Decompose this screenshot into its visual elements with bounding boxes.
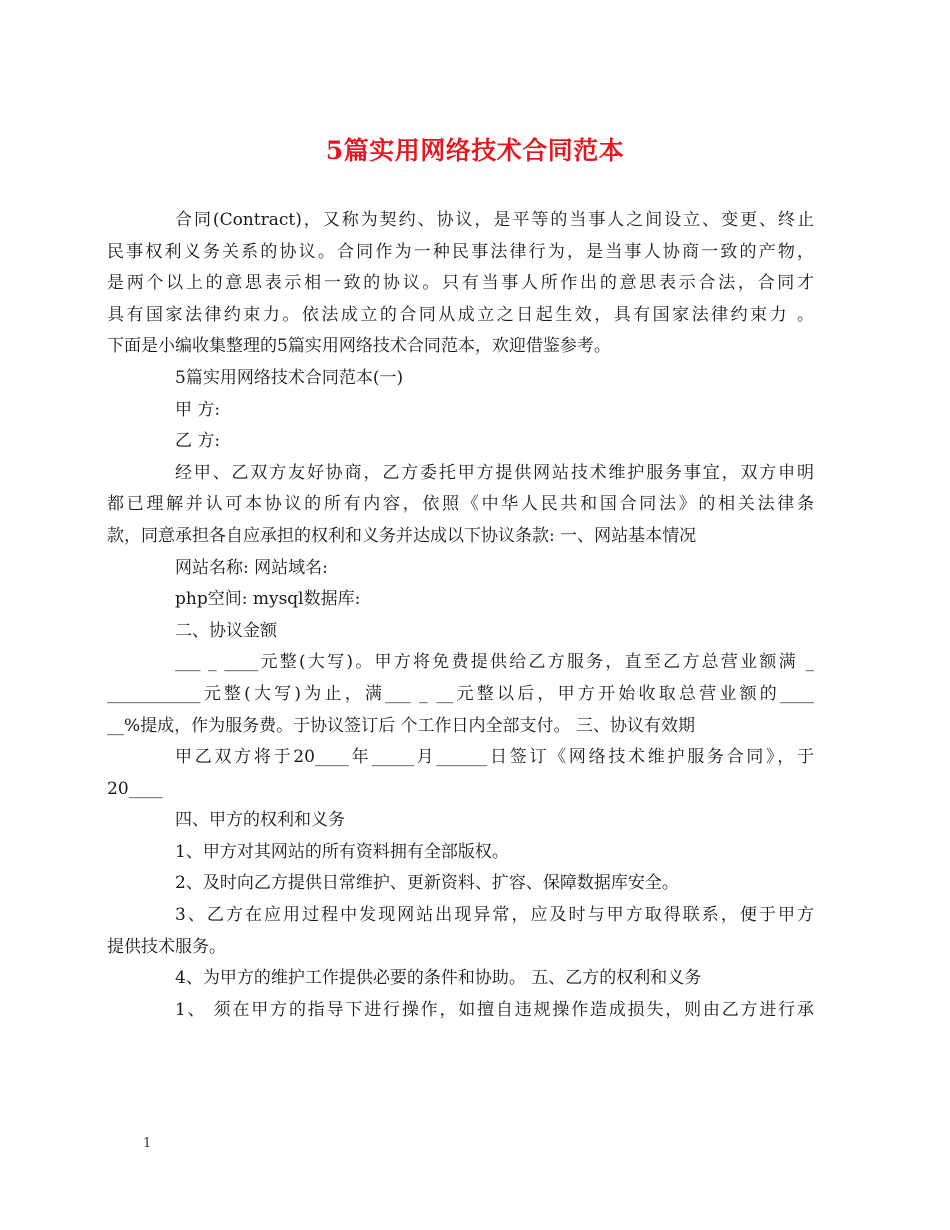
amount-heading (141, 616, 814, 648)
text-line: 都已理解并认可本协议的所有内容，依照《中华人民共和国合同法》的相关法律条 (107, 494, 814, 515)
party-a-clause-3 (107, 900, 814, 963)
party-a-clause-4 (141, 963, 814, 995)
amount-paragraph (107, 647, 814, 742)
text-line: 四、甲方的权利和义务 (175, 810, 345, 831)
party-a-clause-1 (141, 837, 814, 869)
text-line: ___________元整(大写)为止，满___ _ __元整以后，甲方开始收取总营业额的____ (107, 683, 814, 704)
text-line: php空间: mysql数据库: (175, 589, 361, 610)
text-line: ___ _ ____元整(大写)。甲方将免费提供给乙方服务，直至乙方总营业额满 _ (175, 652, 814, 673)
text-line: 具有国家法律约束力。依法成立的合同从成立之日起生效，具有国家法律约束力 。 (107, 304, 814, 325)
text-line: 网站名称: 网站域名: (175, 557, 328, 578)
document-body (107, 205, 814, 1026)
website-name-line (141, 553, 814, 585)
text-line: 3、乙方在应用过程中发现网站出现异常，应及时与甲方取得联系，便于甲方 (175, 905, 814, 926)
text-line: 甲乙双方将于20____年_____月______日签订《网络技术维护服务合同》，于 (175, 747, 814, 768)
party-a-rights-heading (141, 805, 814, 837)
party-b-clause-1 (141, 995, 814, 1027)
text-line: 5篇实用网络技术合同范本(一) (175, 367, 404, 388)
text-line: 是两个以上的意思表示相一致的协议。只有当事人所作出的意思表示合法，合同才 (107, 273, 814, 294)
text-line: 二、协议金额 (175, 620, 277, 641)
party-b-line (141, 426, 814, 458)
text-line: 4、为甲方的维护工作提供必要的条件和协助。 五、乙方的权利和义务 (175, 968, 702, 989)
agreement-paragraph (107, 458, 814, 553)
text-line: 款，同意承担各自应承担的权利和义务并达成以下协议条款: 一、网站基本情况 (107, 525, 697, 546)
page-number: 1 (143, 1136, 152, 1151)
text-line: 2、及时向乙方提供日常维护、更新资料、扩容、保障数据库安全。 (175, 873, 679, 894)
term-paragraph (107, 742, 814, 805)
php-space-line (141, 584, 814, 616)
text-line: 民事权利义务关系的协议。合同作为一种民事法律行为，是当事人协商一致的产物， (107, 241, 814, 262)
document-title: 5篇实用网络技术合同范本 (325, 136, 625, 165)
text-line: 1、 须在甲方的指导下进行操作，如擅自违规操作造成损失，则由乙方进行承 (175, 999, 814, 1020)
party-a-clause-2 (141, 868, 814, 900)
text-line: 20____ (107, 778, 163, 799)
text-line: 甲 方: (175, 399, 221, 420)
section-heading (141, 363, 814, 395)
text-line: 乙 方: (175, 431, 221, 452)
text-line: 提供技术服务。 (107, 936, 226, 957)
text-line: 1、甲方对其网站的所有资料拥有全部版权。 (175, 841, 509, 862)
party-a-line (141, 395, 814, 427)
text-line: 合同(Contract)，又称为契约、协议，是平等的当事人之间设立、变更、终止 (175, 210, 814, 230)
intro-paragraph (107, 205, 814, 363)
text-line: 下面是小编收集整理的5篇实用网络技术合同范本，欢迎借鉴参考。 (107, 336, 611, 357)
text-line: 经甲、乙双方友好协商，乙方委托甲方提供网站技术维护服务事宜，双方申明 (175, 462, 814, 483)
text-line: __%提成，作为服务费。于协议签订后 个工作日内全部支付。 三、协议有效期 (107, 715, 695, 736)
